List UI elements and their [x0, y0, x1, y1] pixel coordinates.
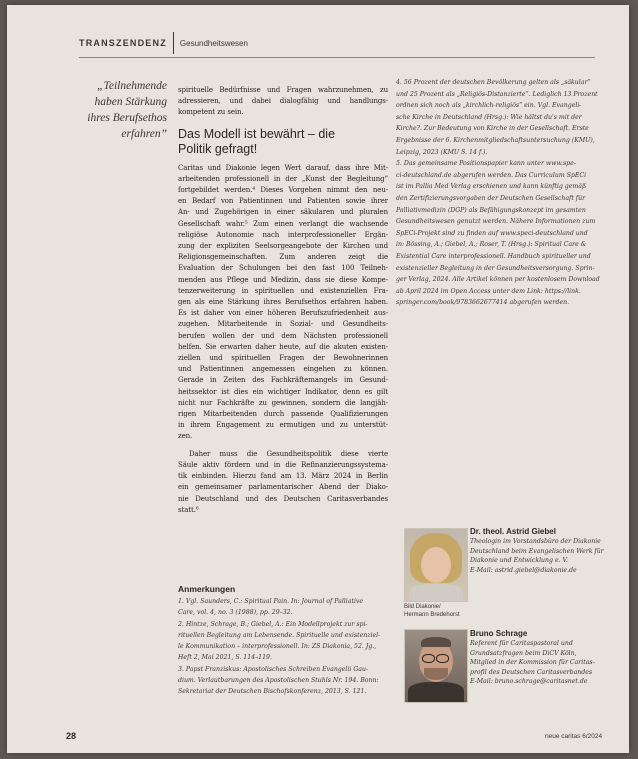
- text-line: springer.com/book/9783662677414 abgerufen werden.: [396, 299, 570, 307]
- magazine-page: [7, 5, 629, 753]
- text-line: 5. Das gemeinsame Positionspapier kann unter www.spe-: [396, 160, 576, 168]
- running-header: [79, 35, 248, 51]
- text-line: 3. Papst Franziskus: Apostolisches Schreiben Evangelii Gau-: [178, 665, 369, 673]
- text-line: Säule aktiv fördern und in die Refinanzierungssystema-: [178, 460, 388, 469]
- text-line: arbeitenden professionell in der „Kunst der Begleitung”: [178, 174, 388, 183]
- text-line: in: Bössing, A.; Giebel, A.; Roser, T. (Hrsg.): Spiritual Care &: [396, 241, 587, 249]
- text-line: nicht nur Fachkräfte zu gewinnen, sondern die langjäh-: [178, 398, 388, 407]
- text-line: Gesundheitswesen genutzt werden. Nähere Informationen zum: [396, 218, 596, 226]
- text-line: berufen wollen der und dem Nächsten professionell: [178, 331, 388, 340]
- text-line: ziellen und spirituellen Fragen der Bewohnerinnen: [178, 354, 388, 363]
- text-line: und 25 Prozent als „Religiös-Distanzierte”. Lediglich 13 Prozent: [396, 90, 598, 98]
- text-line: statt.⁶: [178, 505, 199, 514]
- author-name: Bruno Schrage: [470, 629, 528, 638]
- author-email: E-Mail: astrid.giebel@diakonie.de: [470, 566, 577, 574]
- author-bio-schrage: [470, 628, 610, 687]
- text-line: religiöse Autonomie nach interprofessioneller Ergän-: [178, 230, 388, 239]
- text-line: Religionsgemeinschaften. Zum anderen zeigt die: [178, 253, 388, 262]
- author-email: E-Mail: bruno.schrage@caritasnet.de: [470, 678, 588, 686]
- text-line: heitssektor ist dies ein wichtiger Indikator, denn es gilt: [178, 387, 388, 396]
- text-line: zugehen. Mitarbeitende in Sozial- und Gesundheits-: [178, 320, 388, 329]
- text-line: Es ist daher von einer höheren Berufszufriedenheit aus-: [178, 309, 388, 318]
- pull-quote: [55, 78, 167, 142]
- text-line: gen als eine Stärkung ihres Berufsethos erfahren haben.: [178, 298, 388, 307]
- text-line: rituellen Begleitung am Lebensende. Spirituelle und existenziel-: [178, 631, 381, 639]
- text-line: 2. Hintze, Schrage, B.; Giebel, A.: Ein Modellprojekt zur spi-: [178, 620, 368, 628]
- text-line: nie Deutschland und des Deutschen Caritasverbandes: [178, 494, 388, 503]
- category-label: Gesundheitswesen: [179, 38, 248, 48]
- glasses-icon: [422, 654, 450, 662]
- text-line: zen.: [178, 432, 193, 441]
- text-line: tik einbinden. Hierzu fand am 13. März 2024 in Berlin: [178, 472, 388, 481]
- text-line: Sekretariat der Deutschen Bischofskonferenz, 2013, S. 121.: [178, 688, 367, 696]
- author-photo-schrage: [404, 629, 468, 703]
- text-line: ein gemeinsamer parlamentarischer Abend der Diako-: [178, 483, 388, 492]
- author-bio-line: Theologin im Vorstandsbüro der Diakonie: [470, 538, 601, 545]
- text-line: spirituelle Bedürfnisse und Fragen wahrzunehmen, zu: [178, 86, 388, 94]
- section-heading-line: Politik gefragt!: [178, 141, 258, 156]
- text-line: Gesellschaft wahr.⁵ Zum einen verlangt die wachsende: [178, 219, 388, 228]
- footnotes-column: [396, 77, 606, 309]
- photo-credit-line: Bild Diakonie/: [404, 604, 441, 610]
- beard-shape: [424, 668, 448, 680]
- pull-quote-line: erfahren”: [121, 128, 167, 140]
- text-line: sche Kirche in Deutschland (Hrsg.): Wie hältst du's mit der: [396, 113, 582, 121]
- author-bio-line: Mitglied in der Kommission für Caritas-: [470, 659, 595, 667]
- text-line: und Patientinnen angemessen eingehen zu können.: [178, 365, 388, 374]
- notes-list: [178, 596, 390, 698]
- photo-credit: [404, 604, 460, 619]
- pull-quote-line: haben Stärkung: [94, 96, 167, 108]
- text-line: Caritas und Diakonie legen Wert darauf, dass ihre Mit-: [178, 163, 388, 172]
- text-line: tenzerweiterung in spirituellen und existenziellen Fra-: [178, 286, 388, 295]
- text-line: ab April 2024 im Open Access unter dem Link: https://link.: [396, 287, 581, 295]
- text-line: en Bedarf von Patientinnen und Patienten sowie ihrer: [178, 197, 388, 206]
- notes-heading: Anmerkungen: [178, 584, 236, 594]
- header-divider: [173, 32, 174, 54]
- text-line: helfen. Sie erwarten daher heute, auf die akuten existen-: [178, 342, 388, 351]
- text-line: ci-deutschland.de abgerufen werden. Das Curriculum SpECi: [396, 171, 587, 179]
- text-line: 1. Vgl. Saunders, C.: Spiritual Pain. In: Journal of Palliative: [178, 598, 364, 605]
- author-bio-line: Grundsatzfragen beim DiCV Köln,: [470, 649, 577, 657]
- text-line: 4. 56 Prozent der deutschen Bevölkerung gelten als „säkular”: [396, 79, 591, 86]
- text-line: existenzieller Begleitung in der Gesundheitsversorgung. Sprin-: [396, 264, 595, 272]
- pull-quote-line: „Teilnehmende: [97, 80, 167, 92]
- author-photo-giebel: [404, 528, 468, 602]
- text-line: dium. Verlautbarungen des Apostolischen Stuhls Nr. 194. Bonn:: [178, 677, 379, 685]
- section-heading: [178, 127, 388, 157]
- text-line: in ihrem Engagement zu ermutigen und zu unterstüt-: [178, 421, 388, 430]
- text-line: SpECi-Projekt sind zu finden auf www.speci-deutschland und: [396, 229, 588, 237]
- text-line: ger Verlag, 2024. Alle Artikel können per kostenlosem Download: [396, 276, 600, 284]
- author-bio-line: Deutschland beim Evangelischen Werk für: [470, 547, 604, 555]
- text-line: An- und Zugehörigen in einer säkularen und pluralen: [178, 208, 388, 217]
- text-line: kompetent zu sein.: [178, 108, 244, 117]
- text-line: Evaluation der Schulungen bei den fast 100 Teilneh-: [178, 264, 388, 273]
- text-line: Gerade in Zeiten des Fachkräftemangels im Gesund-: [178, 376, 388, 385]
- text-line: ist im Pallia Med Verlag erschienen und kann künftig gemäß: [396, 183, 587, 191]
- text-line: Care, vol. 4, no. 3 (1988), pp. 29–32.: [178, 609, 293, 617]
- text-line: adressieren, und dabei dialogfähig und handlungs-: [178, 97, 388, 106]
- text-line: Kirche?. Zur Bedeutung von Kirche in der Gesellschaft. Erste: [396, 125, 589, 133]
- body-paragraph-2: [178, 449, 388, 516]
- page-number: 28: [66, 731, 77, 741]
- text-line: fortgebildet werden.⁴ Dieses Vorgehen nimmt den neu-: [178, 186, 388, 195]
- body-paragraph-1: [178, 163, 388, 443]
- section-heading-line: Das Modell ist bewährt – die: [178, 126, 336, 141]
- publication-footer: neue caritas 6/2024: [545, 733, 603, 740]
- author-bio-line: profil des Deutschen Caritasverbandes: [470, 668, 593, 676]
- hair-shape: [421, 637, 451, 647]
- text-line: rigen Mitarbeitenden durch passende Qualifizierungen: [178, 410, 388, 419]
- pull-quote-line: ihres Berufsethos: [87, 112, 167, 124]
- text-line: Existential Care interprofessionell. Handbuch spiritueller und: [396, 252, 591, 260]
- text-line: Daher muss die Gesundheitspolitik diese vierte: [189, 449, 388, 458]
- text-line: zung der expliziten Seelsorgeangebote der Kirchen und: [178, 242, 388, 251]
- text-line: Leipzig, 2023 (KMU S. 14 f.).: [396, 148, 488, 156]
- shoulders-shape: [408, 682, 464, 702]
- face-shape: [421, 547, 451, 583]
- header-rule: [79, 57, 595, 58]
- text-line: Ergebnisse der 6. Kirchenmitgliedschaftsuntersuchung (KMU),: [396, 136, 595, 144]
- intro-paragraph: [178, 85, 388, 119]
- text-line: le Kommunikation – interprofessionell. In: ZS Diakonia, 52. Jg.,: [178, 643, 377, 651]
- author-bio-line: Referent für Caritaspastoral und: [470, 640, 573, 647]
- author-bio-giebel: [470, 526, 610, 575]
- text-line: menden aus Pflege und Medizin, dass sie diese Kompe-: [178, 275, 388, 284]
- text-line: Palliativmedizin (DGP) als Befähigungskonzept im gesamten: [396, 206, 586, 214]
- shoulders-shape: [409, 584, 463, 601]
- section-label: TRANSZENDENZ: [79, 38, 167, 48]
- author-bio-line: Diakonie und Entwicklung e. V.: [470, 557, 568, 565]
- text-line: Heft 2, Mai 2021, S. 114–119.: [178, 654, 272, 662]
- text-line: den Zertifizierungsvorgaben der Deutschen Gesellschaft für: [396, 194, 586, 202]
- author-name: Dr. theol. Astrid Giebel: [470, 527, 556, 536]
- text-line: ordnen sich noch als „kirchlich-religiös” ein. Vgl. Evangeli-: [396, 102, 582, 110]
- photo-credit-line: Hermann Bredehorst: [404, 611, 460, 618]
- main-column: [178, 85, 388, 516]
